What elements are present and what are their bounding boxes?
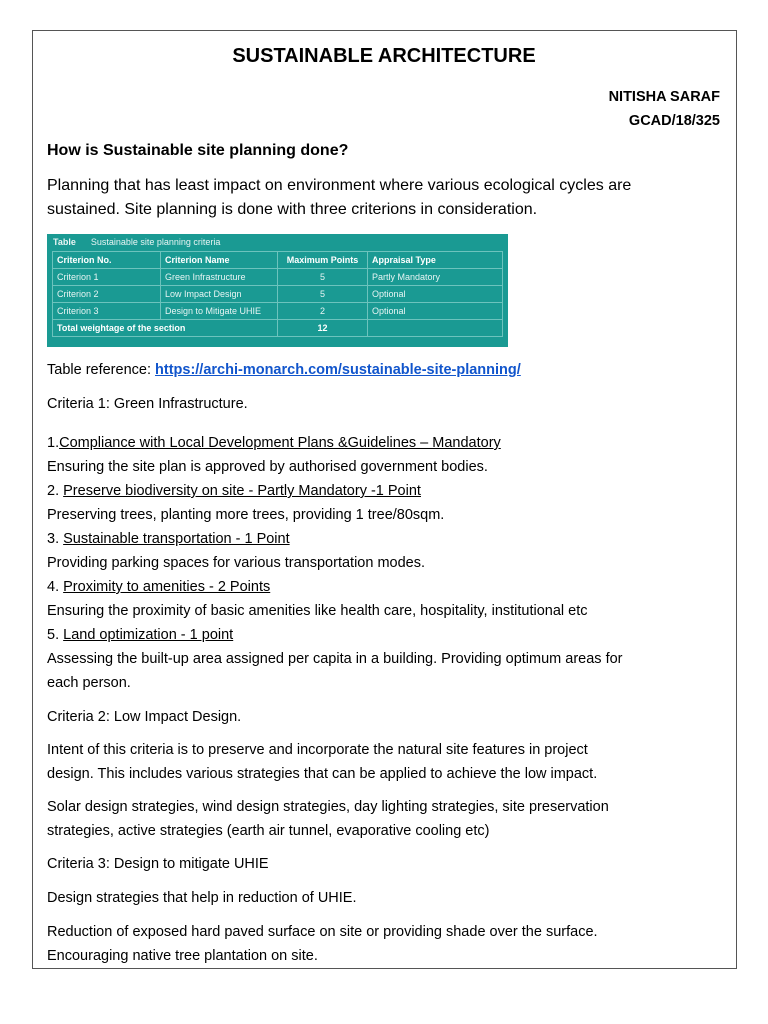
- criteria-3-heading: Criteria 3: Design to mitigate UHIE: [47, 856, 269, 872]
- item-heading: Compliance with Local Development Plans &Guidelines – Mandatory: [59, 435, 501, 451]
- table-cell: 5: [278, 286, 368, 303]
- criteria-1-heading: Criteria 1: Green Infrastructure.: [47, 396, 248, 412]
- item-description: Preserving trees, planting more trees, providing 1 tree/80sqm.: [47, 507, 445, 523]
- intro-line-1: Planning that has least impact on environment where various ecological cycles are: [47, 177, 632, 194]
- table-cell: Total weightage of the section: [53, 320, 278, 337]
- intro-line-2: sustained. Site planning is done with three criterions in consideration.: [47, 201, 538, 218]
- table-row: [53, 303, 503, 320]
- author-name: NITISHA SARAF: [608, 89, 720, 105]
- table-label: Table: [53, 237, 76, 247]
- item-heading: Sustainable transportation - 1 Point: [63, 531, 290, 547]
- criteria-table: [47, 234, 508, 347]
- paragraph-line: Intent of this criteria is to preserve and incorporate the natural site features in project: [47, 742, 588, 758]
- paragraph-line: Solar design strategies, wind design strategies, day lighting strategies, site preservation: [47, 799, 609, 815]
- table-cell: Low Impact Design: [161, 286, 278, 303]
- table-row: [53, 269, 503, 286]
- item-description: each person.: [47, 675, 131, 691]
- table-cell: 12: [278, 320, 368, 337]
- paragraph-line: Design strategies that help in reduction of UHIE.: [47, 890, 357, 906]
- item-heading: Land optimization - 1 point: [63, 627, 234, 643]
- item-description: Assessing the built-up area assigned per capita in a building. Providing optimum areas for: [47, 651, 623, 667]
- table-cell: 2: [278, 303, 368, 320]
- item-heading: Preserve biodiversity on site - Partly Mandatory -1 Point: [63, 483, 421, 499]
- table-cell: Criterion 1: [53, 269, 161, 286]
- table-cell: [368, 320, 503, 337]
- student-id: GCAD/18/325: [628, 113, 720, 129]
- reference-link[interactable]: https://archi-monarch.com/sustainable-site-planning/: [155, 362, 521, 378]
- item-description: Providing parking spaces for various transportation modes.: [47, 555, 425, 571]
- item-number: 5.: [47, 627, 64, 643]
- document-title: SUSTAINABLE ARCHITECTURE: [232, 45, 536, 67]
- item-number: 1.: [47, 435, 60, 451]
- table-caption: Sustainable site planning criteria: [90, 237, 221, 247]
- table-header: Maximum Points: [278, 252, 368, 269]
- question-heading: How is Sustainable site planning done?: [47, 142, 349, 159]
- table-row: [53, 286, 503, 303]
- paragraph-line: strategies, active strategies (earth air tunnel, evaporative cooling etc): [47, 823, 490, 839]
- item-number: 2.: [47, 483, 64, 499]
- table-total-row: [53, 320, 503, 337]
- table-cell: Partly Mandatory: [368, 269, 503, 286]
- reference-label: Table reference:: [47, 362, 156, 378]
- item-number: 4.: [47, 579, 64, 595]
- item-number: 3.: [47, 531, 64, 547]
- table-header: Criterion No.: [53, 252, 161, 269]
- table-cell: Criterion 3: [53, 303, 161, 320]
- paragraph-line: design. This includes various strategies that can be applied to achieve the low impact.: [47, 766, 598, 782]
- table-cell: Criterion 2: [53, 286, 161, 303]
- criteria-2-heading: Criteria 2: Low Impact Design.: [47, 709, 242, 725]
- table-header-row: [53, 252, 503, 269]
- item-heading: Proximity to amenities - 2 Points: [63, 579, 271, 595]
- table-header: Appraisal Type: [368, 252, 503, 269]
- table-cell: 5: [278, 269, 368, 286]
- table-cell: Optional: [368, 303, 503, 320]
- item-description: Ensuring the proximity of basic amenities like health care, hospitality, institutional etc: [47, 603, 588, 619]
- table-header: Criterion Name: [161, 252, 278, 269]
- table-cell: Design to Mitigate UHIE: [161, 303, 278, 320]
- table-cell: Green Infrastructure: [161, 269, 278, 286]
- paragraph-line: Reduction of exposed hard paved surface on site or providing shade over the surface.: [47, 924, 598, 940]
- item-description: Ensuring the site plan is approved by authorised government bodies.: [47, 459, 488, 475]
- table-cell: Optional: [368, 286, 503, 303]
- paragraph-line: Encouraging native tree plantation on site.: [47, 948, 318, 964]
